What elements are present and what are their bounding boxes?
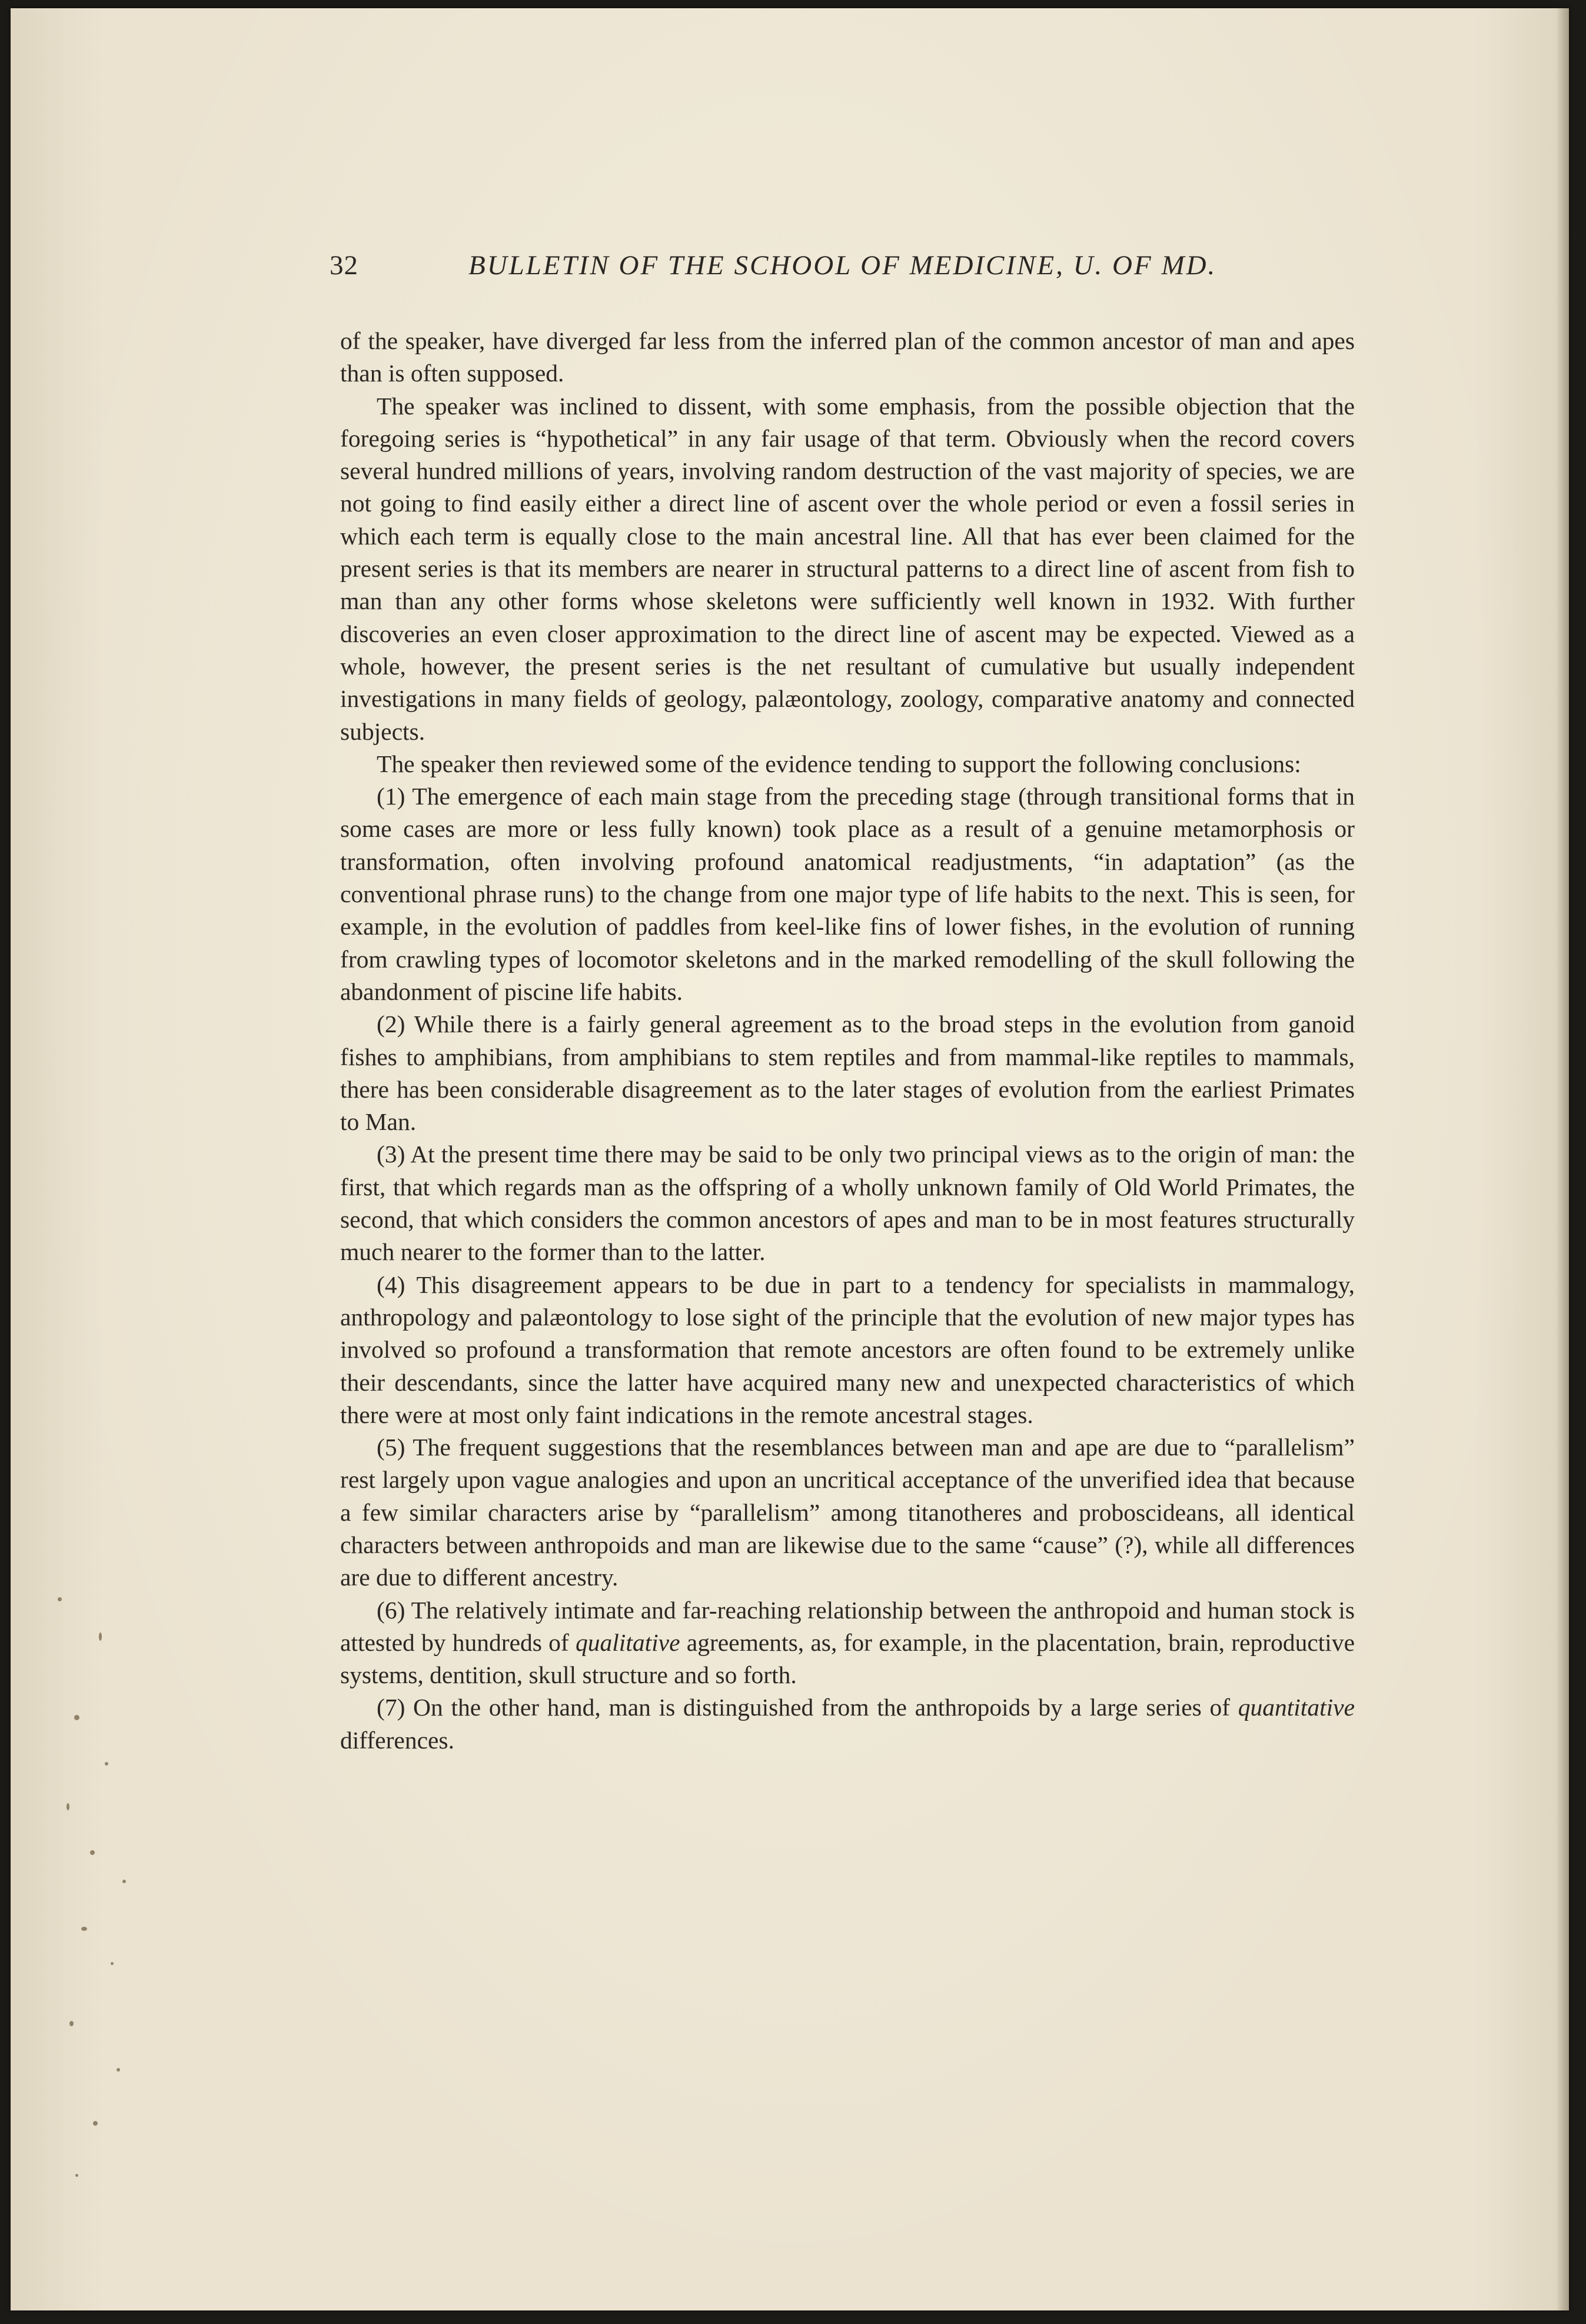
italic-text: quantitative [1238,1694,1355,1721]
paragraph [340,1138,1355,1268]
paragraph-text: (4) This disagreement appears to be due in part to a tendency for specialists in mammalogy, anthropology and palæontology to lose sight of the principle that the evolution of new major types has involved so profound a transformation that remote ancestors are often found to be extremely unlike their descendants, since the latter have acquired many new and unexpected characteristics of which there were at most only faint indications in the remote ancestral stages. [340,1271,1355,1428]
paragraph-text: (5) The frequent suggestions that the resemblances between man and ape are due to “parallelism” rest largely upon vague analogies and upon an uncritical acceptance of the unverified idea that because a few similar characters arise by “parallelism” among titanotheres and proboscideans, all identical characters between anthropoids and man are likewise due to the same “cause” (?), while all differences are due to different ancestry. [340,1434,1355,1591]
paragraph [340,1594,1355,1692]
paragraph-text: The speaker was inclined to dissent, with some emphasis, from the possible objection that the foregoing series is “hypothetical” in any fair usage of that term. Obviously when the record covers several hundred millions of years, involving random destruction of the vast majority of species, we are not going to find easily either a direct line of ascent over the whole period or even a fossil series in which each term is equally close to the main ancestral line. All that has ever been claimed for the present series is that its members are nearer in structural patterns to a direct line of ascent from fish to man than any other forms whose skeletons were sufficiently well known in 1932. With further discoveries an even closer approximation to the direct line of ascent may be expected. Viewed as a whole, however, the present series is the net resultant of cumulative but usually independent investigations in many fields of geology, palæontology, zoology, comparative anatomy and connected subjects. [340,392,1355,745]
paragraph [340,1431,1355,1594]
paragraph [340,748,1355,780]
foxing-marks [34,1538,164,2303]
paragraph [340,390,1355,748]
paragraph [340,1269,1355,1431]
running-head: BULLETIN OF THE SCHOOL OF MEDICINE, U. OF MD. [468,250,1217,281]
paragraph-text: (7) On the other hand, man is distinguished from the anthropoids by a large series of [377,1694,1238,1721]
paragraph [340,780,1355,1008]
paragraph-text: The speaker then reviewed some of the evidence tending to support the following conclusions: [377,750,1301,777]
paragraph-text: (3) At the present time there may be said to be only two principal views as to the origin of man: the first, that which regards man as the offspring of a wholly unknown family of Old World Primates, the second, that which considers the common ancestors of apes and man to be in most features structurally much nearer to the former than to the latter. [340,1141,1355,1266]
paragraph [340,325,1355,390]
page-edge-shadow [1556,8,1569,2310]
paragraph [340,1008,1355,1138]
paragraph-text: of the speaker, have diverged far less from the inferred plan of the common ancestor of man and apes than is often supposed. [340,327,1355,387]
body-text [340,325,1355,1757]
paragraph-text: (2) While there is a fairly general agreement as to the broad steps in the evolution from ganoid fishes to amphibians, from amphibians to stem reptiles and from mammal-like reptiles to mammals, there has been considerable disagreement as to the later stages of evolution from the earliest Primates to Man. [340,1010,1355,1136]
scanned-page [11,8,1569,2310]
paragraph-text: (1) The emergence of each main stage from the preceding stage (through transitional forms that in some cases are more or less fully known) took place as a result of a genuine metamorphosis or transformation, often involving profound anatomical readjustments, “in adaptation” (as the conventional phrase runs) to the change from one major type of life habits to the next. This is seen, for example, in the evolution of paddles from keel-like fins of lower fishes, in the evolution of running from crawling types of locomotor skeletons and in the marked remodelling of the skull following the abandonment of piscine life habits. [340,783,1355,1005]
paragraph-text: (6) The relatively intimate and far-reaching relationship between the anthropoid and human stock is attested by hundreds of [340,1596,1355,1656]
italic-text: qualitative [576,1628,680,1656]
paragraph-text: differences. [340,1726,454,1754]
page-number: 32 [330,250,358,281]
paragraph [340,1691,1355,1757]
paragraph-text: agreements, as, for example, in the placentation, brain, reproductive systems, dentition, skull structure and so forth. [340,1628,1355,1689]
page-header [330,250,1271,291]
